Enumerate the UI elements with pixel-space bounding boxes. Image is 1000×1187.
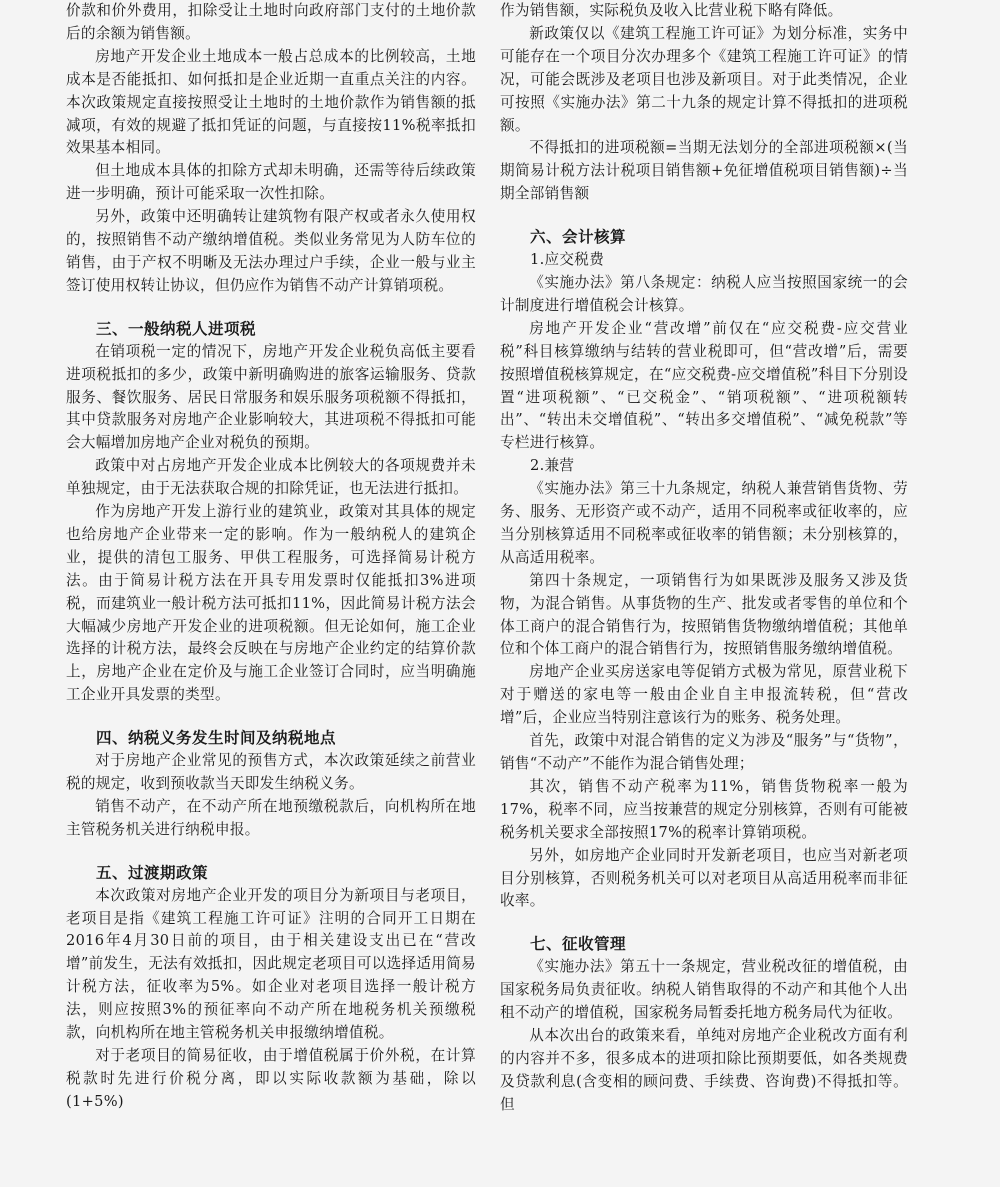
paragraph: 但土地成本具体的扣除方式却未明确，还需等待后续政策进一步明确，预计可能采取一次性扣除。 — [66, 162, 476, 203]
section-heading-7: 七、征收管理 — [530, 935, 627, 954]
paragraph: 不得抵扣的进项税额=当期无法划分的全部进项税额×(当期简易计税方法计税项目销售额+免征增值税项目销售额)÷当期全部销售额 — [500, 139, 908, 203]
paragraph: 对于老项目的简易征收，由于增值税属于价外税，在计算税款时先进行价税分离，即以实际收款额为基础，除以(1+5%) — [66, 1046, 476, 1110]
paragraph: 首先，政策中对混合销售的定义为涉及“服务”与“货物”，销售“不动产”不能作为混合销售处理； — [500, 732, 908, 772]
paragraph: 销售不动产，在不动产所在地预缴税款后，向机构所在地主管税务机关进行纳税申报。 — [66, 797, 476, 838]
paragraph: 房地产开发企业“营改增”前仅在“应交税费-应交营业税”科目核算缴纳与结转的营业税即可，但“营改增”后，需要按照增值税核算规定，在“应交税费-应交增值税”科目下分别设置“进项税额”、“已交税金”、“销项税额”、“进项税额转出”、“转出未交增值税”、“转出多交增值税”、“减免税款”等专栏进行核算。 — [500, 319, 908, 452]
section-heading-6: 六、会计核算 — [530, 228, 627, 247]
paragraph: 另外，政策中还明确转让建筑物有限产权或者永久使用权的，按照销售不动产缴纳增值税。类似业务常见为人防车位的销售，由于产权不明晰及无法办理过户手续，企业一般与业主签订使用权转让协议，但仍应作为销售不动产计算销项税。 — [66, 208, 476, 294]
subheading: 1.应交税费 — [530, 251, 605, 269]
paragraph: 对于房地产企业常见的预售方式，本次政策延续之前营业税的规定，收到预收款当天即发生纳税义务。 — [66, 752, 476, 792]
paragraph: 房地产企业买房送家电等促销方式极为常见，原营业税下对于赠送的家电等一般由企业自主申报流转税，但“营改增”后，企业应当特别注意该行为的账务、税务处理。 — [500, 663, 908, 727]
paragraph: 第四十条规定，一项销售行为如果既涉及服务又涉及货物，为混合销售。从事货物的生产、批发或者零售的单位和个体工商户的混合销售行为，按照销售货物缴纳增值税；其他单位和个体工商户的混合销售行为，按照销售服务缴纳增值税。 — [500, 571, 908, 658]
paragraph: 本次政策对房地产企业开发的项目分为新项目与老项目，老项目是指《建筑工程施工许可证》注明的合同开工日期在2016年4月30日前的项目，由于相关建设支出已在“营改增”前发生，无法有效抵扣，因此规定老项目可以选择适用简易计税方法，征收率为5%。如企业对老项目选择一般计税方法，则应按照3%的预征率向不动产所在地税务机关预缴税款，向机构所在地主管税务机关申报缴纳增值税。 — [66, 886, 476, 1042]
paragraph: 在销项税一定的情况下，房地产开发企业税负高低主要看进项税抵扣的多少，政策中新明确购进的旅客运输服务、贷款服务、餐饮服务、居民日常服务和娱乐服务项税额不得抵扣，其中贷款服务对房地产企业影响较大，其进项税不得抵扣可能会大幅增加房地产企业对税负的预期。 — [66, 342, 476, 452]
paragraph: 其次，销售不动产税率为11%，销售货物税率一般为17%，税率不同，应当按兼营的规定分别核算，否则有可能被税务机关要求全部按照17%的税率计算销项税。 — [500, 777, 908, 841]
subheading: 2.兼营 — [530, 457, 575, 475]
paragraph: 从本次出台的政策来看，单纯对房地产企业税改方面有利的内容并不多，很多成本的进项扣除比预期要低，如各类规费及贷款利息(含变相的顾问费、手续费、咨询费)不得抵扣等。但 — [500, 1026, 908, 1113]
section-heading-5: 五、过渡期政策 — [96, 863, 209, 882]
left-column — [66, 0, 476, 1114]
right-column — [500, 0, 908, 1117]
paragraph: 作为房地产开发上游行业的建筑业，政策对其具体的规定也给房地产企业带来一定的影响。作为一般纳税人的建筑企业，提供的清包工服务、甲供工程服务，可选择简易计税方法。由于简易计税方法在开具专用发票时仅能抵扣3%进项税，而建筑业一般计税方法可抵扣11%，因此简易计税方法会大幅减少房地产开发企业的进项税额。但无论如何，施工企业选择的计税方法，最终会反映在与房地产企业约定的结算价款上，房地产企业在定价及与施工企业签订合同时，应当明确施工企业开具发票的类型。 — [66, 503, 476, 704]
paragraph: 另外，如房地产企业同时开发新老项目，也应当对新老项目分别核算，否则税务机关可以对老项目从高适用税率而非征收率。 — [500, 846, 908, 910]
paragraph: 价款和价外费用，扣除受让土地时向政府部门支付的土地价款后的余额为销售额。 — [66, 2, 476, 42]
paragraph: 《实施办法》第三十九条规定，纳税人兼营销售货物、劳务、服务、无形资产或不动产，适用不同税率或征收率的，应当分别核算适用不同税率或征收率的销售额；未分别核算的，从高适用税率。 — [500, 480, 908, 566]
paragraph: 房地产开发企业土地成本一般占总成本的比例较高，土地成本是否能抵扣、如何抵扣是企业近期一直重点关注的内容。本次政策规定直接按照受让土地时的土地价款作为销售额的抵减项，有效的规避了抵扣凭证的问题，与直接按11%税率抵扣效果基本相同。 — [66, 47, 476, 157]
paragraph: 新政策仅以《建筑工程施工许可证》为划分标准，实务中可能存在一个项目分次办理多个《建筑工程施工许可证》的情况，可能会既涉及老项目也涉及新项目。对于此类情况，企业可按照《实施办法》第二十九条的规定计算不得抵扣的进项税额。 — [500, 24, 908, 134]
section-heading-3: 三、一般纳税人进项税 — [96, 319, 257, 338]
paragraph: 作为销售额，实际税负及收入比营业税下略有降低。 — [500, 2, 843, 19]
paragraph: 政策中对占房地产开发企业成本比例较大的各项规费并未单独规定，由于无法获取合规的扣除凭证，也无法进行抵扣。 — [66, 457, 476, 498]
paragraph: 《实施办法》第八条规定：纳税人应当按照国家统一的会计制度进行增值税会计核算。 — [500, 273, 908, 314]
paragraph: 《实施办法》第五十一条规定，营业税改征的增值税，由国家税务局负责征收。纳税人销售取得的不动产和其他个人出租不动产的增值税，国家税务局暂委托地方税务局代为征收。 — [500, 958, 908, 1022]
section-heading-4: 四、纳税义务发生时间及纳税地点 — [96, 729, 337, 748]
